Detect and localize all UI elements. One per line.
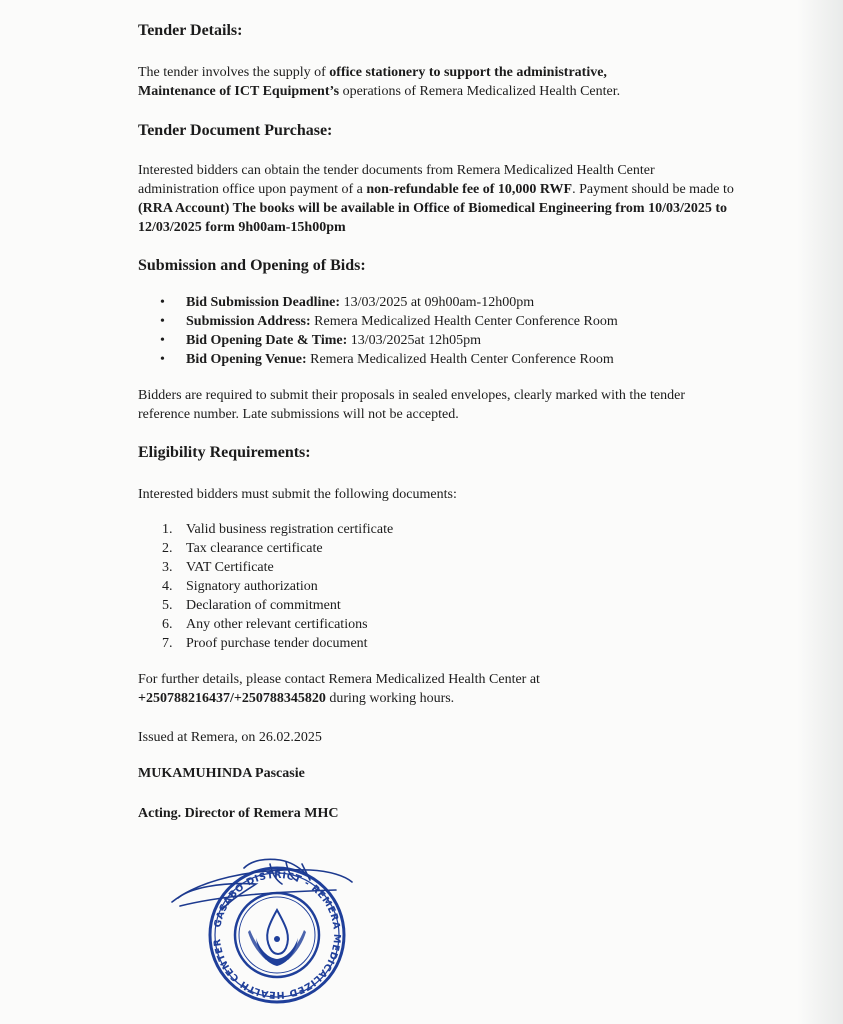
tender-details-bold-2: Maintenance of ICT Equipment’s	[138, 84, 340, 99]
eligibility-list	[138, 520, 738, 653]
item-number: 5.	[162, 598, 173, 613]
eligibility-item	[138, 539, 738, 558]
submission-item-deadline	[138, 293, 738, 312]
issued-line: Issued at Remera, on 26.02.2025	[138, 730, 322, 745]
item-number: 4.	[162, 579, 173, 594]
svg-text:GASABO DISTRICT - REMERA MEDIC: GASABO DISTRICT - REMERA MEDICALIZED HEALTH CENTER	[212, 869, 343, 1001]
item-text: Signatory authorization	[186, 579, 318, 594]
purchase-text-1: Interested bidders can obtain the tender documents from Remera Medicalized Health Center administration office upon payment of a	[138, 163, 655, 197]
item-value: 13/03/2025at 12h05pm	[347, 333, 482, 348]
tender-details-text-1: The tender involves the supply of	[138, 65, 330, 80]
item-label: Submission Address:	[186, 314, 311, 329]
page-edge-shadow	[797, 0, 843, 1024]
item-text: Declaration of commitment	[186, 598, 341, 613]
submission-list	[138, 293, 738, 369]
eligibility-item	[138, 558, 738, 577]
tender-details-paragraph	[138, 63, 738, 101]
submission-note: Bidders are required to submit their proposals in sealed envelopes, clearly marked with the tender reference number. Late submissions will not be accepted.	[138, 388, 685, 422]
item-value: 13/03/2025 at 09h00am-12h00pm	[340, 295, 535, 310]
eligibility-item	[138, 634, 738, 653]
item-value: Remera Medicalized Health Center Conference Room	[310, 314, 618, 329]
contact-text-1: For further details, please contact Remera Medicalized Health Center at	[138, 672, 540, 687]
item-text: VAT Certificate	[186, 560, 274, 575]
item-value: Remera Medicalized Health Center Conference Room	[306, 352, 614, 367]
eligibility-heading: Eligibility Requirements:	[138, 444, 311, 461]
item-label: Bid Opening Venue:	[186, 352, 307, 367]
item-label: Bid Opening Date & Time:	[186, 333, 348, 348]
item-number: 2.	[162, 541, 173, 556]
eligibility-item	[138, 520, 738, 539]
eligibility-item	[138, 615, 738, 634]
item-text: Tax clearance certificate	[186, 541, 323, 556]
document-purchase-paragraph	[138, 161, 738, 237]
submission-item-address	[138, 312, 738, 331]
eligibility-item	[138, 596, 738, 615]
document-purchase-heading: Tender Document Purchase:	[138, 122, 333, 139]
eligibility-item	[138, 577, 738, 596]
eligibility-intro: Interested bidders must submit the following documents:	[138, 487, 457, 502]
official-stamp	[160, 840, 360, 1010]
item-number: 3.	[162, 560, 173, 575]
item-number: 1.	[162, 522, 173, 537]
purchase-account-details: (RRA Account) The books will be available in Office of Biomedical Engineering from 10/03/2025 to 12/03/2025 form 9h00am-15h00pm	[138, 201, 728, 235]
submission-heading: Submission and Opening of Bids:	[138, 257, 366, 274]
tender-details-heading: Tender Details:	[138, 22, 243, 39]
purchase-fee: non-refundable fee of 10,000 RWF	[366, 182, 573, 197]
item-text: Valid business registration certificate	[186, 522, 394, 537]
submission-item-opening-time	[138, 331, 738, 350]
item-label: Bid Submission Deadline:	[186, 295, 341, 310]
contact-paragraph	[138, 670, 738, 708]
purchase-text-2: . Payment should be made to	[572, 182, 734, 197]
item-text: Any other relevant certifications	[186, 617, 368, 632]
signatory-name: MUKAMUHINDA Pascasie	[138, 766, 305, 781]
tender-details-bold-1: office stationery to support the administrative,	[329, 65, 607, 80]
tender-details-text-2: operations of Remera Medicalized Health Center.	[339, 84, 621, 99]
submission-item-opening-venue	[138, 350, 738, 369]
item-number: 6.	[162, 617, 173, 632]
contact-text-2: during working hours.	[325, 691, 455, 706]
item-text: Proof purchase tender document	[186, 636, 368, 651]
signatory-title: Acting. Director of Remera MHC	[138, 806, 339, 821]
item-number: 7.	[162, 636, 173, 651]
contact-phones: +250788216437/+250788345820	[138, 691, 326, 706]
